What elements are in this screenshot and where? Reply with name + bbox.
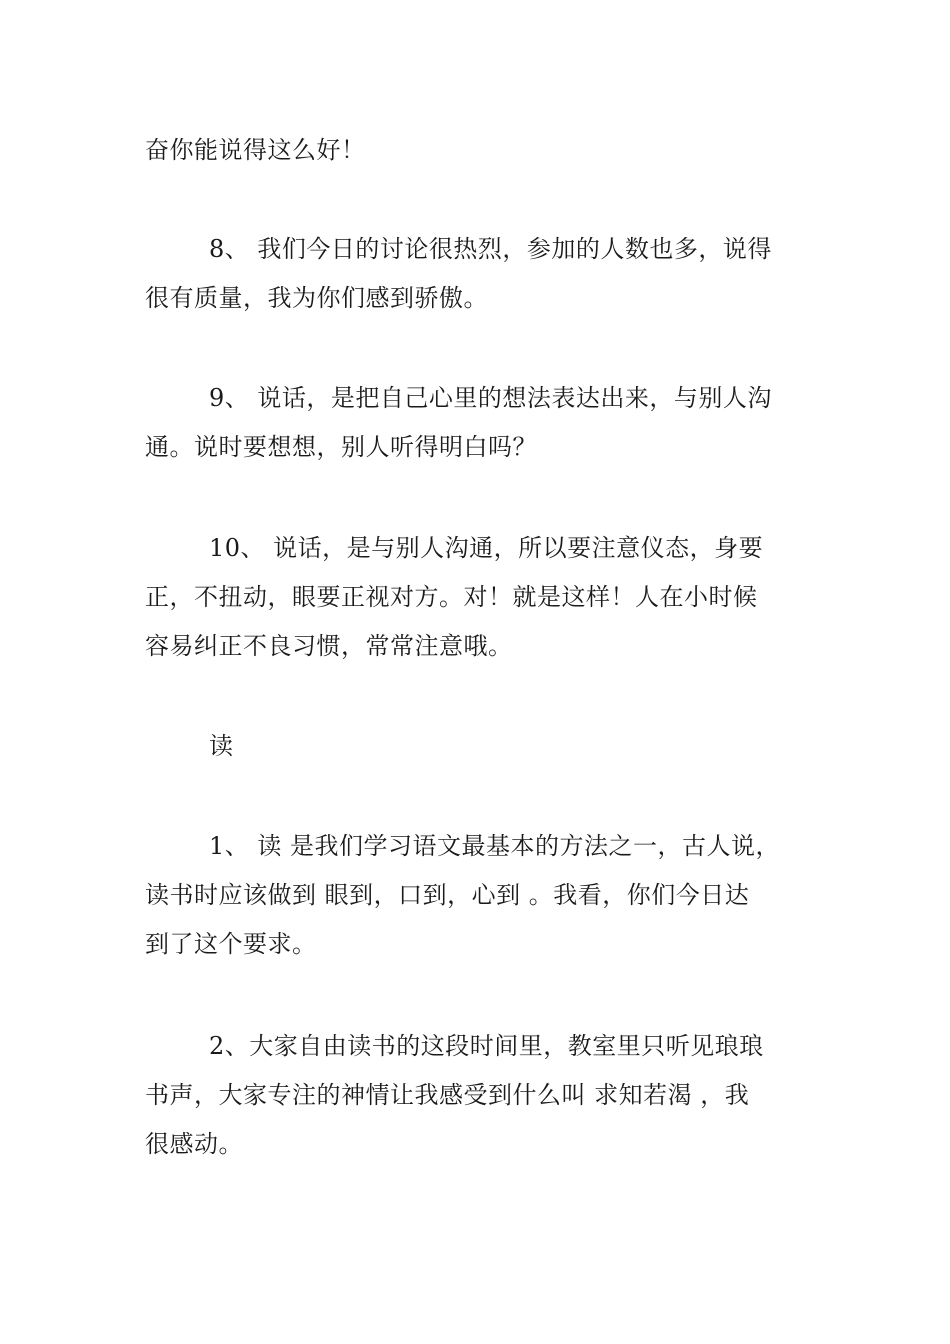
- paragraph-item-10: [145, 524, 835, 671]
- text-line: 书声，大家专注的神情让我感受到什么叫 求知若渴 ，我: [145, 1081, 750, 1109]
- text-line: 奋你能说得这么好！: [145, 136, 366, 164]
- section-heading-read: [145, 722, 835, 771]
- text-line: 正，不扭动，眼要正视对方。对！就是这样！人在小时候: [145, 583, 758, 611]
- text-line: 1、 读 是我们学习语文最基本的方法之一，古人说，: [209, 832, 781, 860]
- text-line: 9、 说话，是把自己心里的想法表达出来，与别人沟: [209, 384, 772, 412]
- text-line: 到了这个要求。: [145, 930, 317, 958]
- text-line: 8、 我们今日的讨论很热烈，参加的人数也多，说得: [209, 235, 772, 263]
- paragraph-read-1: [145, 822, 835, 969]
- paragraph-continuation: [145, 126, 835, 175]
- paragraph-read-2: [145, 1022, 835, 1169]
- section-heading: 读: [209, 732, 234, 760]
- paragraph-item-9: [145, 374, 835, 472]
- text-line: 很感动。: [145, 1130, 243, 1158]
- text-line: 读书时应该做到 眼到，口到，心到 。我看，你们今日达: [145, 881, 750, 909]
- text-line: 10、 说话，是与别人沟通，所以要注意仪态，身要: [209, 534, 764, 562]
- text-line: 容易纠正不良习惯，常常注意哦。: [145, 632, 513, 660]
- text-line: 2、大家自由读书的这段时间里，教室里只听见琅琅: [209, 1032, 764, 1060]
- text-line: 通。说时要想想，别人听得明白吗？: [145, 433, 537, 461]
- text-line: 很有质量，我为你们感到骄傲。: [145, 284, 488, 312]
- paragraph-item-8: [145, 225, 835, 323]
